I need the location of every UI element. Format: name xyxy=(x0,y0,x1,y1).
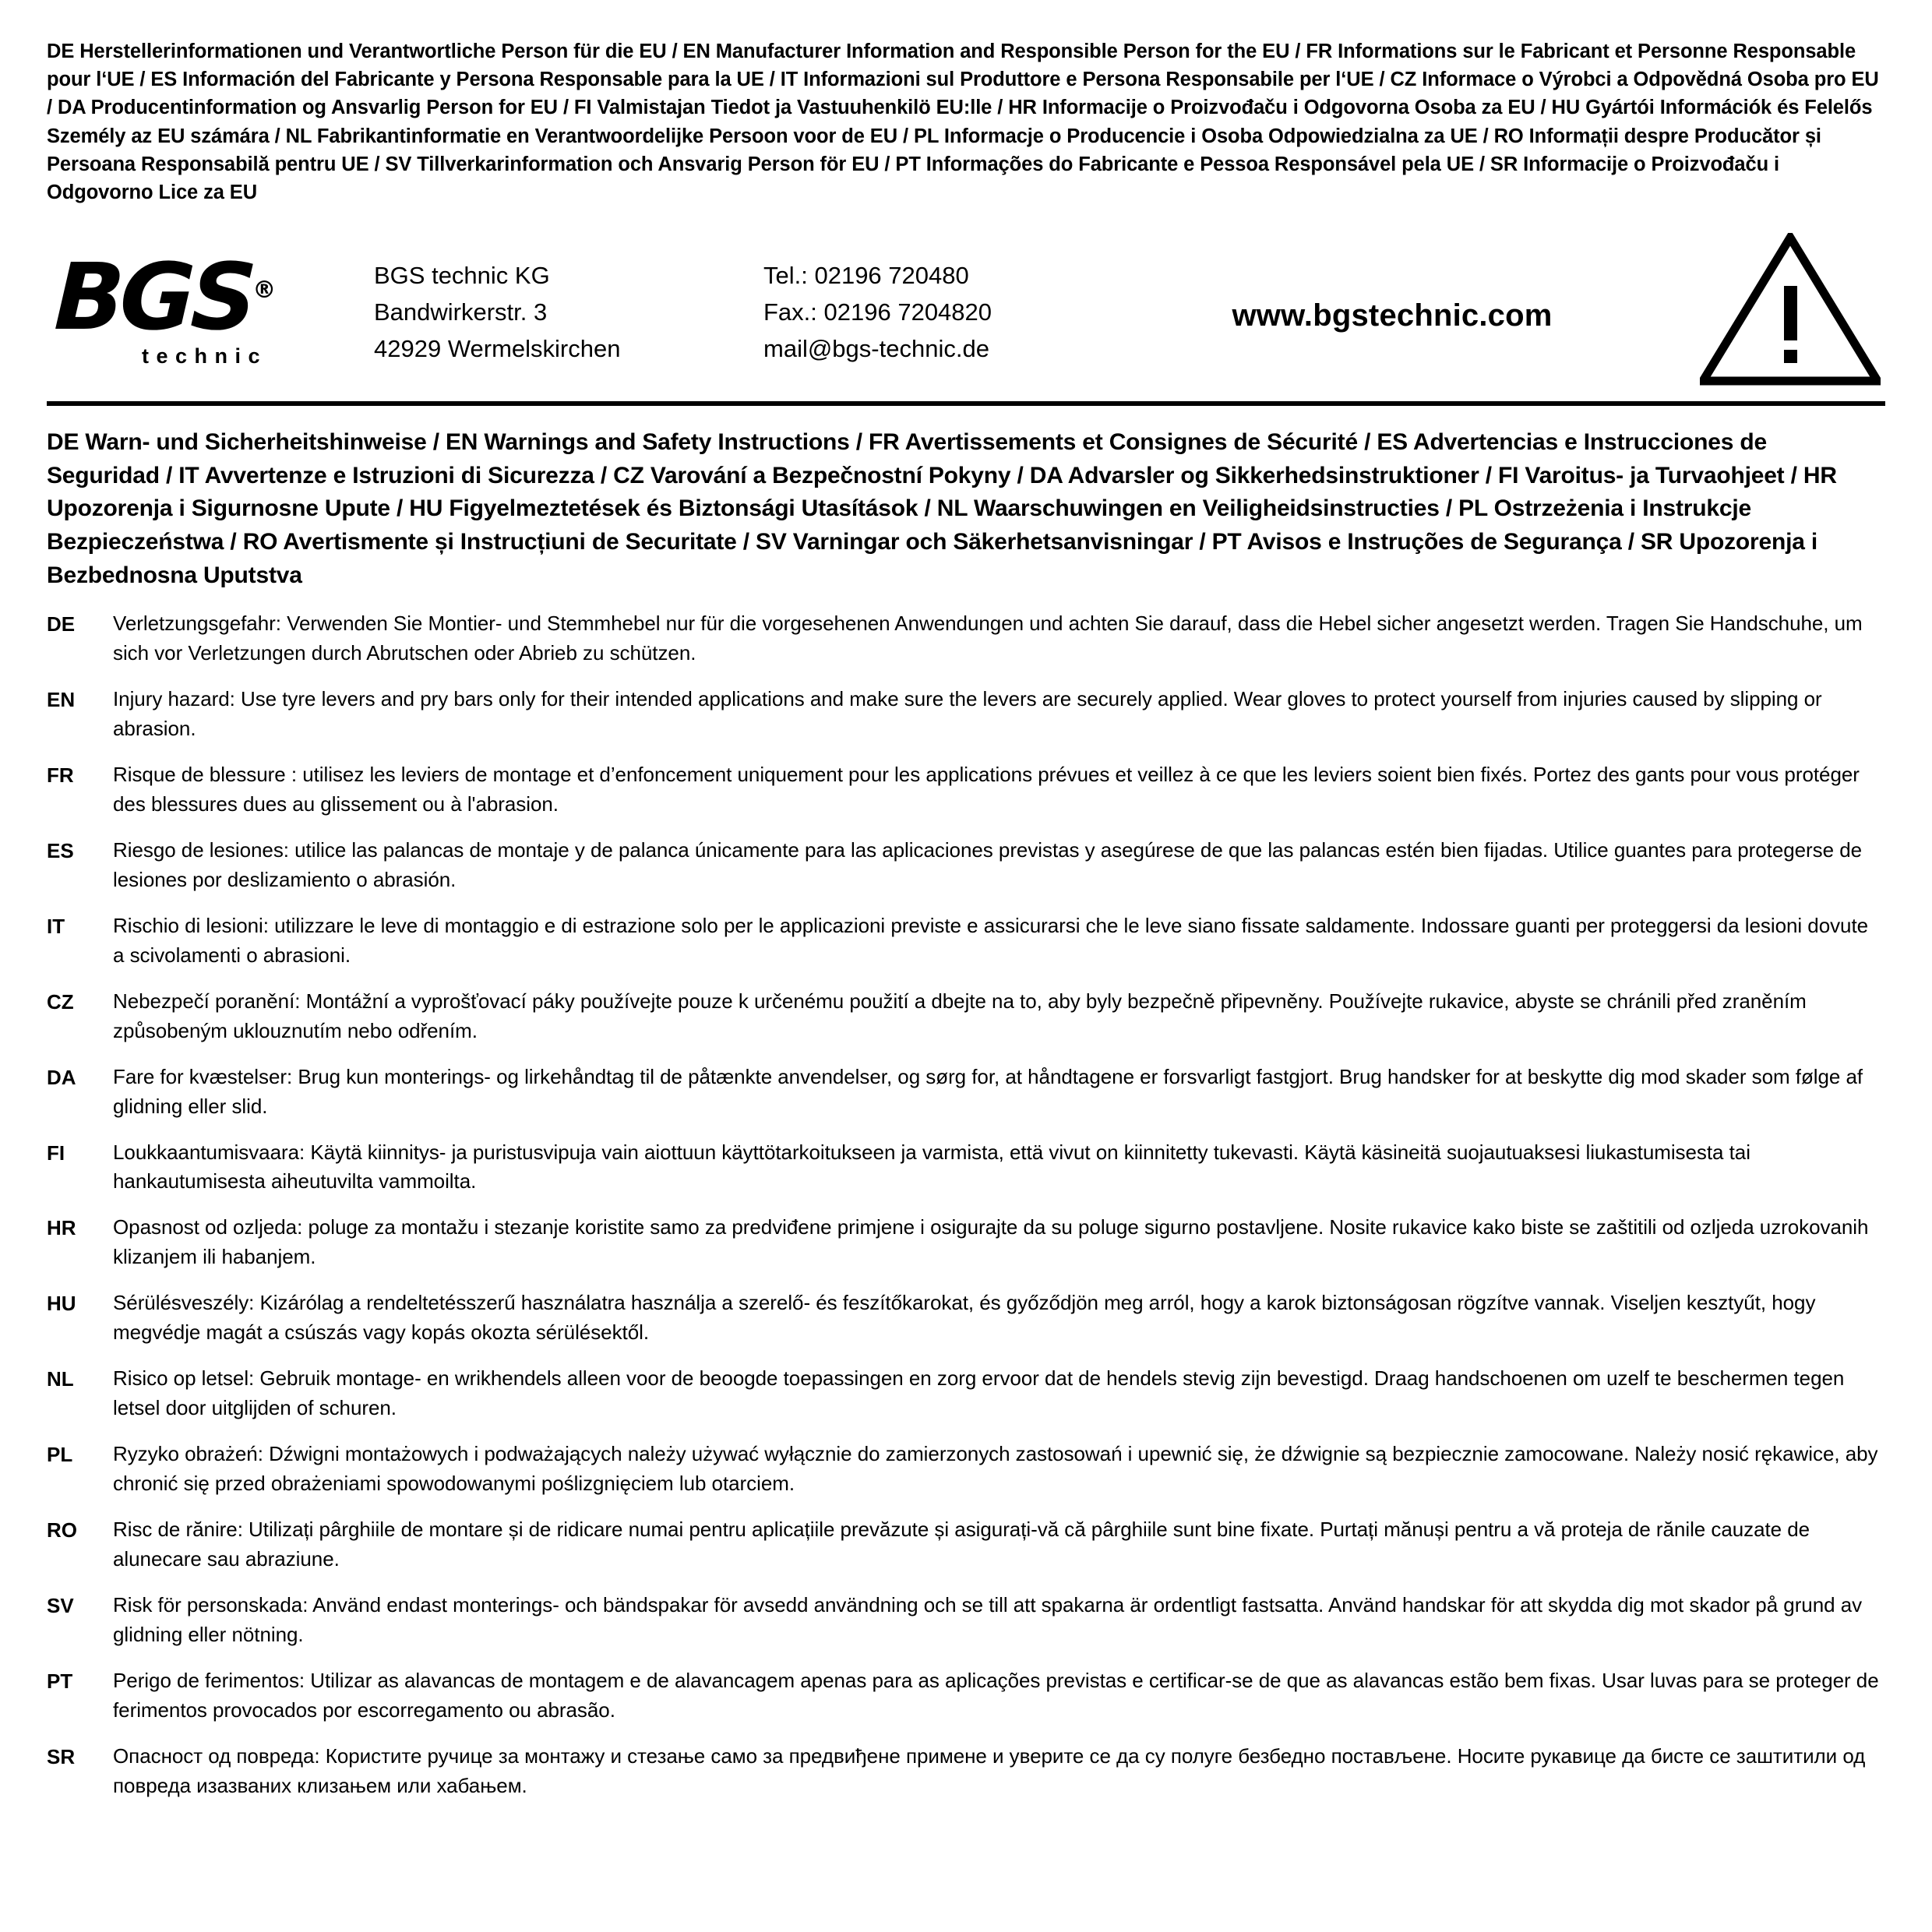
language-code: SV xyxy=(47,1593,74,1617)
language-text: Ryzyko obrażeń: Dźwigni montażowych i podważających należy używać wyłącznie do zamierzonych zastosowań i upewnić się, że dźwignie są bezpiecznie zamocowane. Należy nosić rękawice, aby chronić się przed obrażeniami spowodowanymi poślizgnięciem lub otarciem. xyxy=(113,1442,1878,1496)
list-item xyxy=(47,609,1885,668)
list-item xyxy=(47,1364,1885,1423)
language-text: Sérülésveszély: Kizárólag a rendeltetésszerű használatra használja a szerelő- és feszítőkarokat, és győződjön meg arról, hogy a karok biztonságosan rögzítve vannak. Viseljen kesztyűt, hogy megvédje magát a csúszás vagy kopás okozta sérülésektől. xyxy=(113,1291,1816,1345)
language-text: Risque de blessure : utilisez les leviers de montage et d’enfoncement uniquement pour les applications prévues et veillez à ce que les leviers soient bien fixés. Portez des gants pour vous protéger des blessures dues au glissement ou à l'abrasion. xyxy=(113,763,1860,816)
language-text: Опасност од повреда: Користите ручице за монтажу и стезање само за предвиђене примене и уверите се да су полуге безбедно постављене. Носите рукавице да бисте се заштитили од повреда изазваних клизањем или хабањем. xyxy=(113,1743,1866,1797)
language-code: IT xyxy=(47,914,65,938)
language-text: Fare for kvæstelser: Brug kun monterings- og lirkehåndtag til de påtænkte anvendelser, og sørg for, at håndtagene er forsvarligt fastgjort. Brug handsker for at beskytte dig mod skader som følge af glidning eller slid. xyxy=(113,1064,1863,1118)
company-telephone: Tel.: 02196 720480 xyxy=(763,261,969,289)
list-item xyxy=(47,1666,1885,1726)
language-text: Injury hazard: Use tyre levers and pry bars only for their intended applications and make sure the levers are securely applied. Wear gloves to protect yourself from injuries caused by slipping or abrasion. xyxy=(113,687,1822,741)
language-code: CZ xyxy=(47,989,74,1014)
language-code: ES xyxy=(47,838,74,862)
company-email: mail@bgs-technic.de xyxy=(763,334,989,362)
language-code: PL xyxy=(47,1443,73,1467)
list-item xyxy=(47,1138,1885,1197)
logo-wordmark xyxy=(52,242,375,351)
bgs-logo xyxy=(47,242,374,368)
company-fax: Fax.: 02196 7204820 xyxy=(763,298,992,326)
language-text: Risico op letsel: Gebruik montage- en wrikhendels alleen voor de beoogde toepassingen en zorg ervoor dat de hendels stevig zijn bevestigd. Draag handschoenen om uzelf te beschermen tegen letsel door uitglijden of schuren. xyxy=(113,1366,1845,1420)
language-text: Opasnost od ozljeda: poluge za montažu i stezanje koristite samo za predviđene primjene i osigurajte da su poluge sigurno postavljene. Nosite rukavice kako biste se zaštitili od ozljeda uzrokovanih klizanjem ili habanjem. xyxy=(113,1215,1869,1269)
logo-text: BGS xyxy=(52,242,255,351)
company-contact xyxy=(763,252,1106,367)
list-item xyxy=(47,1063,1885,1122)
language-code: EN xyxy=(47,688,76,712)
company-name: BGS technic KG xyxy=(374,261,550,289)
language-text: Risk för personskada: Använd endast monterings- och bändspakar för avsedd användning och se till att spakarna är ordentligt fastsatta. Använd handskar för att skydda dig mot skador på grund av glidning eller nötning. xyxy=(113,1592,1863,1646)
language-code: NL xyxy=(47,1367,74,1391)
registered-trademark-icon: ® xyxy=(252,276,277,304)
list-item xyxy=(47,1440,1885,1499)
list-item xyxy=(47,1742,1885,1801)
list-item xyxy=(47,1591,1885,1650)
language-text: Perigo de ferimentos: Utilizar as alavancas de montagem e de alavancagem apenas para as aplicações previstas e certificar-se de que as alavancas estão bem fixas. Usar luvas para se proteger de ferimentos provocados por escorregamento ou abrasão. xyxy=(113,1668,1879,1722)
language-code: RO xyxy=(47,1518,77,1542)
list-item xyxy=(47,836,1885,895)
language-code: HR xyxy=(47,1216,76,1240)
list-item xyxy=(47,760,1885,820)
language-text: Verletzungsgefahr: Verwenden Sie Montier- und Stemmhebel nur für die vorgesehenen Anwendungen und achten Sie darauf, dass die Hebel sicher angesetzt werden. Tragen Sie Handschuhe, um sich vor Verletzungen durch Abrutschen oder Abrieb zu schützen. xyxy=(113,612,1863,665)
company-header xyxy=(47,220,1885,406)
list-item xyxy=(47,911,1885,971)
language-code: DA xyxy=(47,1065,76,1089)
language-text: Loukkaantumisvaara: Käytä kiinnitys- ja puristusvipuja vain aiottuun käyttötarkoitukseen ja varmista, että vivut on kiinnitetty tukevasti. Käytä käsineitä suojautuaksesi liukastumisesta tai hankautumisesta aiheutuvilta vammoilta. xyxy=(113,1140,1750,1193)
list-item xyxy=(47,1515,1885,1574)
manufacturer-info-heading: DE Herstellerinformationen und Verantwortliche Person für die EU / EN Manufacturer Information and Responsible Person for the EU / FR Informations sur le Fabricant et Personne Responsable pour l‘UE / ES Información del Fabricante y Persona Responsable para la UE / IT Informazioni sul Produttore e Persona Responsabile per l‘UE / CZ Informace o Výrobci a Odpovědná Osoba pro EU / DA Producentinformation og Ansvarlig Person for EU / FI Valmistajan Tiedot ja Vastuuhenkilö EU:lle / HR Informacije o Proizvođaču i Odgovorna Osoba za EU / HU Gyártói Információk és Felelős Személy az EU számára / NL Fabrikantinformatie en Verantwoordelijke Persoon voor de EU / PL Informacje o Producencie i Osoba Odpowiedzialna za UE / RO Informații despre Producător și Persoana Responsabilă pentru UE / SV Tillverkarinformation och Ansvarig Person för EU / PT Informações do Fabricante e Pessoa Responsável pela UE / SR Informacije o Proizvođaču i Odgovorno Lice za EU xyxy=(47,41,1879,204)
language-code: FR xyxy=(47,763,74,787)
language-code: PT xyxy=(47,1669,73,1693)
list-item xyxy=(47,1289,1885,1348)
language-text: Riesgo de lesiones: utilice las palancas de montaje y de palanca únicamente para las aplicaciones previstas y asegúrese de que las palancas estén bien fijadas. Utilice guantes para protegerse de lesiones por deslizamiento o abrasión. xyxy=(113,837,1863,891)
logo-subtext: technic xyxy=(142,344,268,368)
company-website: www.bgstechnic.com xyxy=(1232,298,1553,333)
language-code: HU xyxy=(47,1292,76,1316)
language-text: Rischio di lesioni: utilizzare le leve di montaggio e di estrazione solo per le applicazioni previste e assicurarsi che le leve siano fissate saldamente. Indossare guanti per proteggersi da lesioni dovute a scivolamenti o abrasioni. xyxy=(113,913,1869,967)
language-text: Risc de rănire: Utilizați pârghiile de montare și de ridicare numai pentru aplicațiile prevăzute și asigurați-vă că pârghiile sunt bine fixate. Purtați mănuși pentru a vă proteja de rănile cauzate de alunecare sau abraziune. xyxy=(113,1518,1810,1571)
safety-instructions-list xyxy=(47,609,1885,1801)
company-address xyxy=(374,252,763,367)
warning-triangle-container xyxy=(1678,233,1885,386)
warnings-heading: DE Warn- und Sicherheitshinweise / EN Warnings and Safety Instructions / FR Avertissements et Consignes de Sécurité / ES Advertencias e Instrucciones de Seguridad / IT Avvertenze e Istruzioni di Sicurezza / CZ Varování a Bezpečnostní Pokyny / DA Advarsler og Sikkerhedsinstruktioner / FI Varoitus- ja Turvaohjeet / HR Upozorenja i Sigurnosne Upute / HU Figyelmeztetések és Biztonsági Utasítások / NL Waarschuwingen en Veiligheidsinstructies / PL Ostrzeżenia i Instrukcje Bezpieczeństwa / RO Avertismente și Instrucțiuni de Securitate / SV Varningar och Säkerhetsanvisningar / PT Avisos e Instruções de Segurança / SR Upozorenja i Bezbednosna Uputstva xyxy=(47,429,1837,588)
language-code: DE xyxy=(47,612,76,636)
language-code: FI xyxy=(47,1141,65,1165)
company-street: Bandwirkerstr. 3 xyxy=(374,298,548,326)
list-item xyxy=(47,987,1885,1046)
language-code: SR xyxy=(47,1744,76,1768)
company-city: 42929 Wermelskirchen xyxy=(374,334,621,362)
warning-triangle-icon xyxy=(1700,233,1881,386)
language-text: Nebezpečí poranění: Montážní a vyprošťovací páky používejte pouze k určenému použití a dbejte na to, aby byly bezpečně připevněny. Používejte rukavice, abyste se chránili před zraněním způsobeným uklouznutím nebo odřením. xyxy=(113,989,1807,1042)
list-item xyxy=(47,1213,1885,1272)
list-item xyxy=(47,685,1885,744)
